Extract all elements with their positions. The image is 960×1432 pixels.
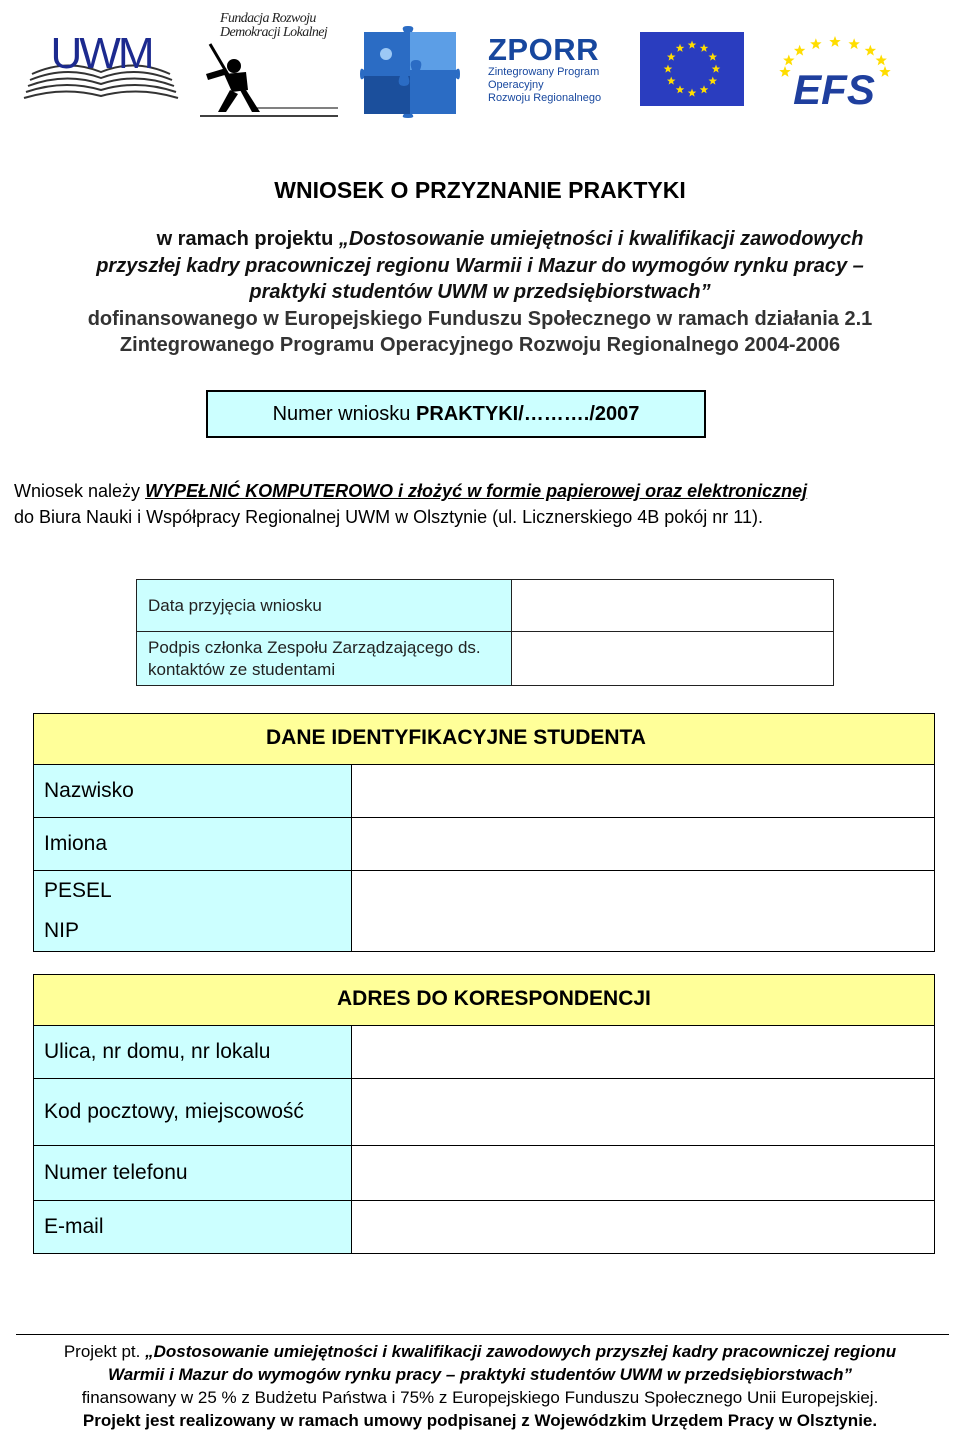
application-number-label: Numer wniosku bbox=[272, 403, 416, 425]
zporr-sub1: Zintegrowany Program bbox=[488, 66, 600, 78]
zporr-logo-text: ZPORR bbox=[488, 32, 599, 67]
note-prefix: Wniosek należy bbox=[14, 481, 146, 501]
street-label: Ulica, nr domu, nr lokalu bbox=[34, 1026, 352, 1078]
table-row bbox=[34, 765, 934, 818]
signature-field[interactable] bbox=[512, 632, 834, 686]
footer-divider bbox=[16, 1334, 949, 1335]
subtitle-prefix: w ramach projektu bbox=[156, 228, 339, 250]
subtitle-italic-1: „Dostosowanie umiejętności i kwalifikacji zawodowych bbox=[338, 228, 864, 250]
star-icon bbox=[865, 45, 876, 56]
address-section-heading: ADRES DO KORESPONDENCJI bbox=[337, 987, 651, 1010]
address-section-header bbox=[34, 975, 934, 1026]
star-icon bbox=[794, 45, 805, 56]
footer-funding: finansowany w 25 % z Budżetu Państwa i 75% z Europejskiego Funduszu Społecznego Unii Europejskiej. bbox=[81, 1388, 879, 1407]
instruction-note bbox=[14, 478, 954, 530]
star-icon bbox=[879, 66, 890, 77]
received-date-field[interactable] bbox=[512, 580, 834, 632]
received-date-label: Data przyjęcia wniosku bbox=[137, 580, 512, 632]
star-icon bbox=[779, 66, 790, 77]
star-icon bbox=[810, 38, 821, 49]
email-field[interactable] bbox=[352, 1201, 934, 1253]
table-row bbox=[34, 818, 934, 871]
subtitle-line-5: Zintegrowanego Programu Operacyjnego Rozwoju Regionalnego 2004-2006 bbox=[119, 334, 841, 356]
star-icon bbox=[875, 55, 886, 66]
subtitle-line-3: praktyki studentów UWM w przedsiębiorstwach” bbox=[249, 281, 711, 303]
intake-table bbox=[136, 579, 834, 686]
eu-flag-logo bbox=[640, 32, 744, 106]
table-row bbox=[34, 1201, 934, 1253]
page-footer bbox=[10, 1340, 950, 1432]
zporr-logo bbox=[486, 32, 626, 112]
street-field[interactable] bbox=[352, 1026, 934, 1078]
first-names-label: Imiona bbox=[34, 818, 352, 870]
efs-logo bbox=[776, 28, 894, 110]
surname-label: Nazwisko bbox=[34, 765, 352, 817]
note-rest: do Biura Nauki i Współpracy Regionalnej UWM w Olsztynie (ul. Licznerskiego 4B pokój nr 11). bbox=[14, 507, 763, 527]
table-row bbox=[34, 871, 934, 951]
address-table bbox=[33, 974, 935, 1254]
efs-logo-text: EFS bbox=[793, 66, 875, 110]
footer-prefix: Projekt pt. bbox=[63, 1342, 146, 1361]
student-section-heading: DANE IDENTYFIKACYJNE STUDENTA bbox=[266, 726, 646, 749]
frdl-line1: Fundacja Rozwoju bbox=[220, 11, 316, 26]
nip-label: NIP bbox=[44, 919, 80, 942]
note-emphasis: WYPEŁNIĆ KOMPUTEROWO i złożyć w formie papierowej oraz elektronicznej bbox=[145, 481, 808, 501]
subtitle-line-2: przyszłej kadry pracowniczej regionu Warmii i Mazur do wymogów rynku pracy – bbox=[96, 254, 864, 277]
footer-italic-2: Warmii i Mazur do wymogów rynku pracy – praktyki studentów UWM w przedsiębiorstwach” bbox=[107, 1365, 853, 1384]
signature-label: Podpis członka Zespołu Zarządzającego ds. kontaktów ze studentami bbox=[137, 632, 512, 686]
phone-field[interactable] bbox=[352, 1146, 934, 1200]
project-subtitle bbox=[20, 226, 940, 359]
application-number-box bbox=[206, 390, 706, 438]
footer-contract: Projekt jest realizowany w ramach umowy podpisanej z Wojewódzkim Urzędem Pracy w Olsztynie. bbox=[82, 1411, 878, 1430]
pesel-nip-labels bbox=[34, 871, 352, 951]
frdl-logo bbox=[196, 8, 344, 122]
email-label: E-mail bbox=[34, 1201, 352, 1253]
puzzle-logo bbox=[360, 26, 460, 118]
postal-city-field[interactable] bbox=[352, 1079, 934, 1145]
table-row bbox=[34, 1079, 934, 1146]
phone-label: Numer telefonu bbox=[34, 1146, 352, 1200]
pesel-label: PESEL bbox=[44, 879, 112, 902]
table-row bbox=[34, 1146, 934, 1201]
pesel-nip-field[interactable] bbox=[352, 871, 934, 951]
surname-field[interactable] bbox=[352, 765, 934, 817]
first-names-field[interactable] bbox=[352, 818, 934, 870]
frdl-line2: Demokracji Lokalnej bbox=[220, 25, 328, 40]
star-icon bbox=[783, 55, 794, 66]
page-title: WNIOSEK O PRZYZNANIE PRAKTYKI bbox=[274, 177, 686, 203]
zporr-sub3: Rozwoju Regionalnego bbox=[488, 92, 602, 104]
uwm-logo-text: UWM bbox=[50, 29, 152, 78]
subtitle-line-4: dofinansowanego w Europejskiego Funduszu Społecznego w ramach działania 2.1 bbox=[87, 307, 873, 330]
star-icon bbox=[848, 38, 859, 49]
uwm-logo bbox=[22, 12, 180, 112]
postal-city-label: Kod pocztowy, miejscowość bbox=[34, 1079, 352, 1145]
student-data-table bbox=[33, 713, 935, 952]
student-section-header bbox=[34, 714, 934, 765]
application-number-value: PRAKTYKI/………./2007 bbox=[416, 403, 640, 425]
footer-italic-1: „Dostosowanie umiejętności i kwalifikacji zawodowych przyszłej kadry pracowniczej regionu bbox=[145, 1342, 897, 1361]
star-icon bbox=[829, 36, 840, 47]
zporr-sub2: Operacyjny bbox=[488, 79, 544, 91]
table-row bbox=[34, 1026, 934, 1079]
